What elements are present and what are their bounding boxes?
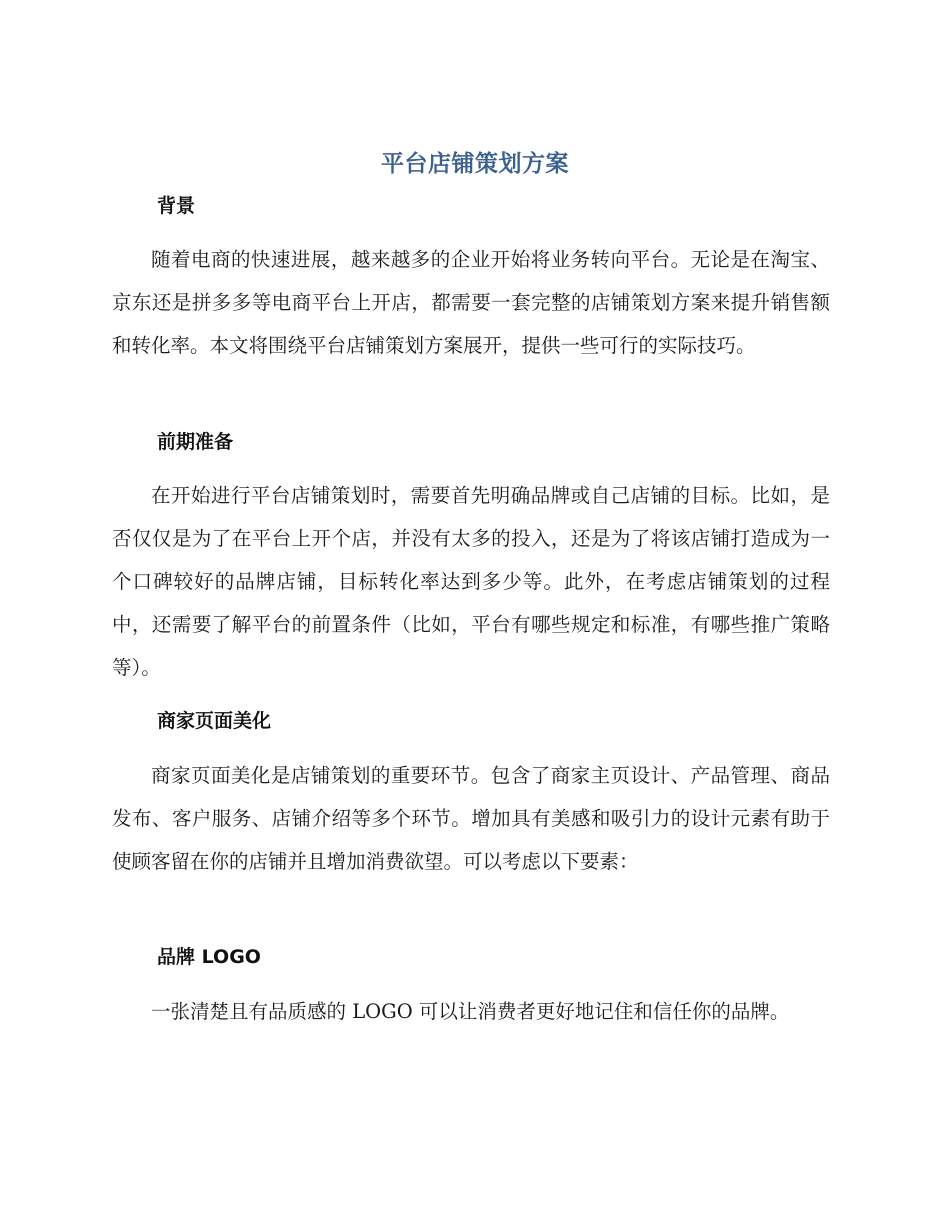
section-heading-page-beautification: 商家页面美化 <box>157 710 272 732</box>
section-heading-brand-logo: 品牌 LOGO <box>157 946 261 968</box>
section-paragraph-brand-logo: 一张清楚且有品质感的 LOGO 可以让消费者更好地记住和信任你的品牌。 <box>151 1000 790 1023</box>
section-heading-background: 背景 <box>157 195 196 217</box>
section-paragraph-preparation: 在开始进行平台店铺策划时，需要首先明确品牌或自己店铺的目标。比如，是否仅仅是为了在平台上开个店，并没有太多的投入，还是为了将该店铺打造成为一个口碑较好的品牌店铺，目标转化率达到多少等。此外，在考虑店铺策划的过程中，还需要了解平台的前置条件（比如，平台有哪些规定和标准，有哪些推广策略等）。 <box>112 484 830 679</box>
section-paragraph-page-beautification: 商家页面美化是店铺策划的重要环节。包含了商家主页设计、产品管理、商品发布、客户服务、店铺介绍等多个环节。增加具有美感和吸引力的设计元素有助于使顾客留在你的店铺并且增加消费欲望。可以考虑以下要素： <box>112 764 830 873</box>
section-paragraph-background: 随着电商的快速进展，越来越多的企业开始将业务转向平台。无论是在淘宝、京东还是拼多多等电商平台上开店，都需要一套完整的店铺策划方案来提升销售额和转化率。本文将围绕平台店铺策划方案展开，提供一些可行的实际技巧。 <box>112 248 830 357</box>
section-heading-preparation: 前期准备 <box>157 431 234 453</box>
document-title: 平台店铺策划方案 <box>381 151 569 177</box>
